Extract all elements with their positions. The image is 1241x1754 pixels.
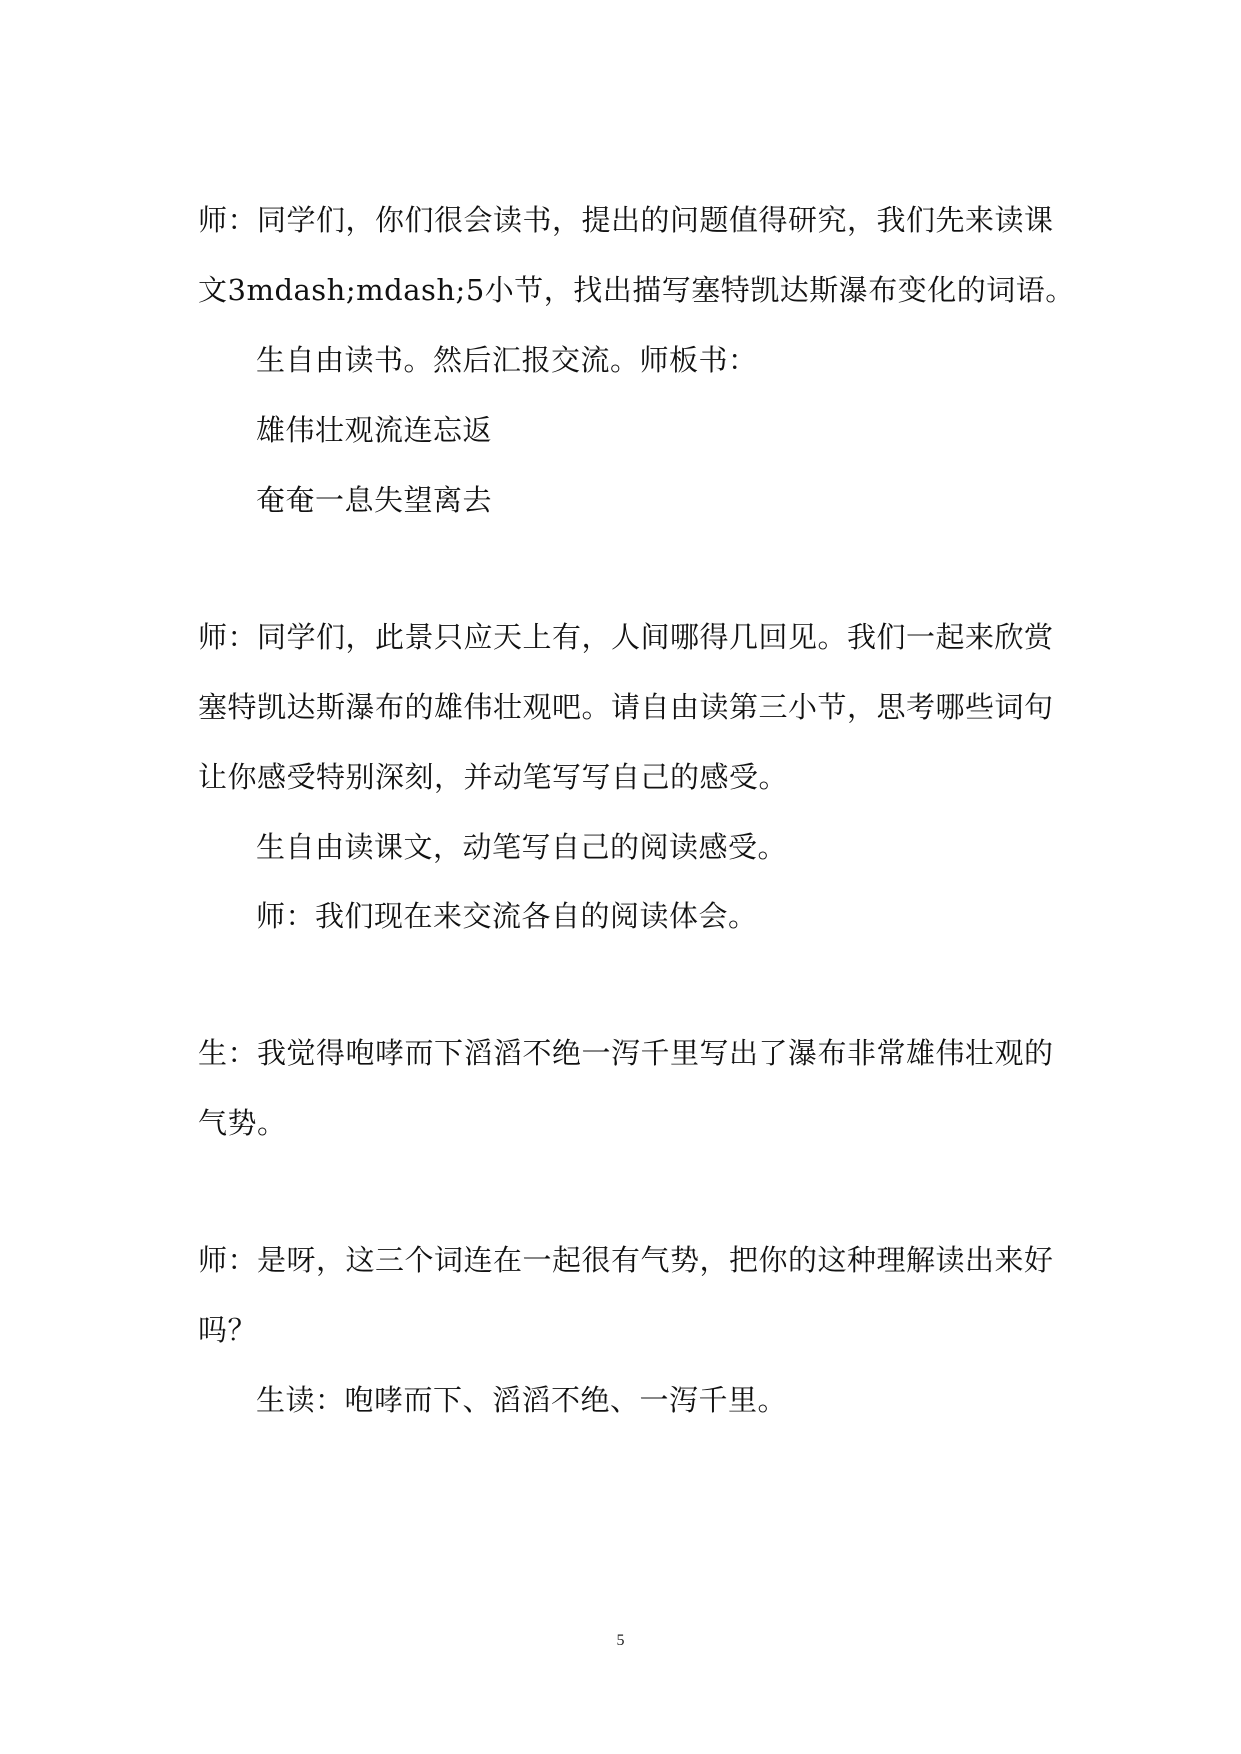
paragraph-line: 塞特凯达斯瀑布的雄伟壮观吧。请自由读第三小节，思考哪些词句 [198,690,1054,724]
paragraph-line: 生自由读书。然后汇报交流。师板书： [256,343,758,377]
paragraph-line: 师：是呀，这三个词连在一起很有气势，把你的这种理解读出来好 [198,1243,1054,1277]
paragraph-line: 气势。 [198,1106,287,1140]
paragraph-line: 师：我们现在来交流各自的阅读体会。 [256,899,758,933]
page-number: 5 [616,1632,625,1649]
paragraph-line: 师：同学们，你们很会读书，提出的问题值得研究，我们先来读课 [198,203,1054,237]
paragraph-line: 生自由读课文，动笔写自己的阅读感受。 [256,830,788,864]
paragraph-line: 生：我觉得咆哮而下滔滔不绝一泻千里写出了瀑布非常雄伟壮观的 [198,1036,1054,1070]
paragraph-line: 生读：咆哮而下、滔滔不绝、一泻千里。 [256,1383,788,1417]
paragraph-line: 吗？ [198,1313,258,1347]
paragraph-line: 文3mdash;mdash;5小节，找出描写塞特凯达斯瀑布变化的词语。 [198,273,1075,307]
blackboard-line: 奄奄一息失望离去 [256,483,493,517]
paragraph-line: 让你感受特别深刻，并动笔写写自己的感受。 [198,760,789,794]
blackboard-line: 雄伟壮观流连忘返 [256,413,493,447]
paragraph-line: 师：同学们，此景只应天上有，人间哪得几回见。我们一起来欣赏 [198,620,1054,654]
